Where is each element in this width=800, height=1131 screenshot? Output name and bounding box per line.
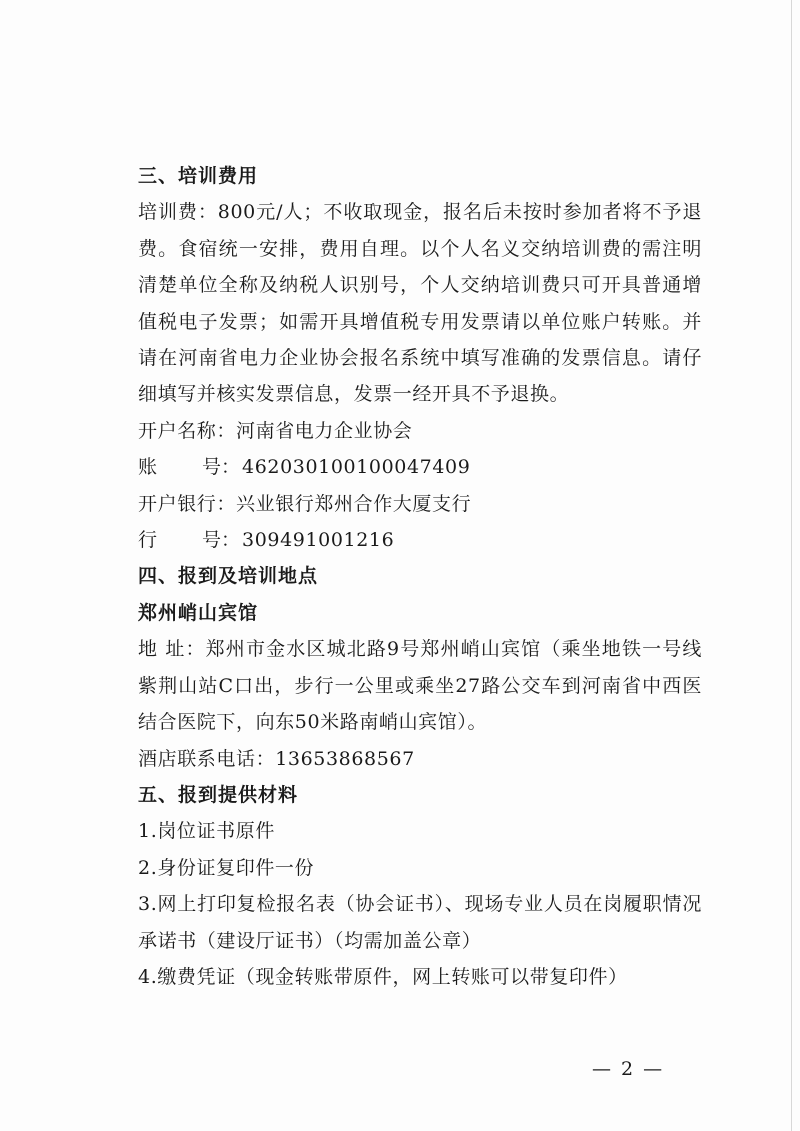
account-number-label: 账 号： bbox=[138, 456, 241, 479]
page-number: — 2 — bbox=[592, 1058, 665, 1080]
material-item: 4.缴费凭证（现金转账带原件，网上转账可以带复印件） bbox=[138, 965, 628, 988]
document-body bbox=[92, 158, 702, 995]
hotel-phone: 13653868567 bbox=[275, 747, 415, 770]
bank-number-label: 行 号： bbox=[138, 529, 241, 552]
section-heading-fees: 三、培训费用 bbox=[138, 165, 259, 187]
account-name: 开户名称：河南省电力企业协会 bbox=[138, 419, 413, 442]
material-item: 1.岗位证书原件 bbox=[138, 820, 275, 843]
section-heading-venue: 四、报到及培训地点 bbox=[138, 565, 319, 588]
account-number-line bbox=[92, 449, 702, 485]
material-item: 3.网上打印复检报名表（协会证书）、现场专业人员在岗履职情况承诺书（建设厅证书）（均需加盖公章） bbox=[138, 893, 702, 952]
hotel-address: 地 址：郑州市金水区城北路9号郑州峭山宾馆（乘坐地铁一号线紫荆山站C口出，步行一公里或乘坐27路公交车到河南省中西医结合医院下，向东50米路南峭山宾馆）。 bbox=[138, 638, 702, 734]
account-number: 462030100100047409 bbox=[242, 456, 471, 479]
bank-number-line bbox=[92, 522, 702, 558]
bank-name: 开户银行：兴业银行郑州合作大厦支行 bbox=[138, 492, 472, 515]
section-heading-materials: 五、报到提供材料 bbox=[138, 783, 299, 806]
bank-number: 309491001216 bbox=[242, 529, 395, 552]
hotel-phone-line bbox=[92, 741, 702, 777]
scan-edge-line bbox=[791, 0, 792, 1131]
fees-paragraph: 培训费：800元/人；不收取现金，报名后未按时参加者将不予退费。食宿统一安排，费用自理。以个人名义交纳培训费的需注明清楚单位全称及纳税人识别号，个人交纳培训费只可开具普通增值税电子发票；如需开具增值税专用发票请以单位账户转账。并请在河南省电力企业协会报名系统中填写准确的发票信息。请仔细填写并核实发票信息，发票一经开具不予退换。 bbox=[138, 201, 702, 406]
hotel-phone-label: 酒店联系电话： bbox=[138, 747, 276, 770]
material-item: 2.身份证复印件一份 bbox=[138, 856, 315, 879]
hotel-name: 郑州峭山宾馆 bbox=[138, 601, 259, 624]
